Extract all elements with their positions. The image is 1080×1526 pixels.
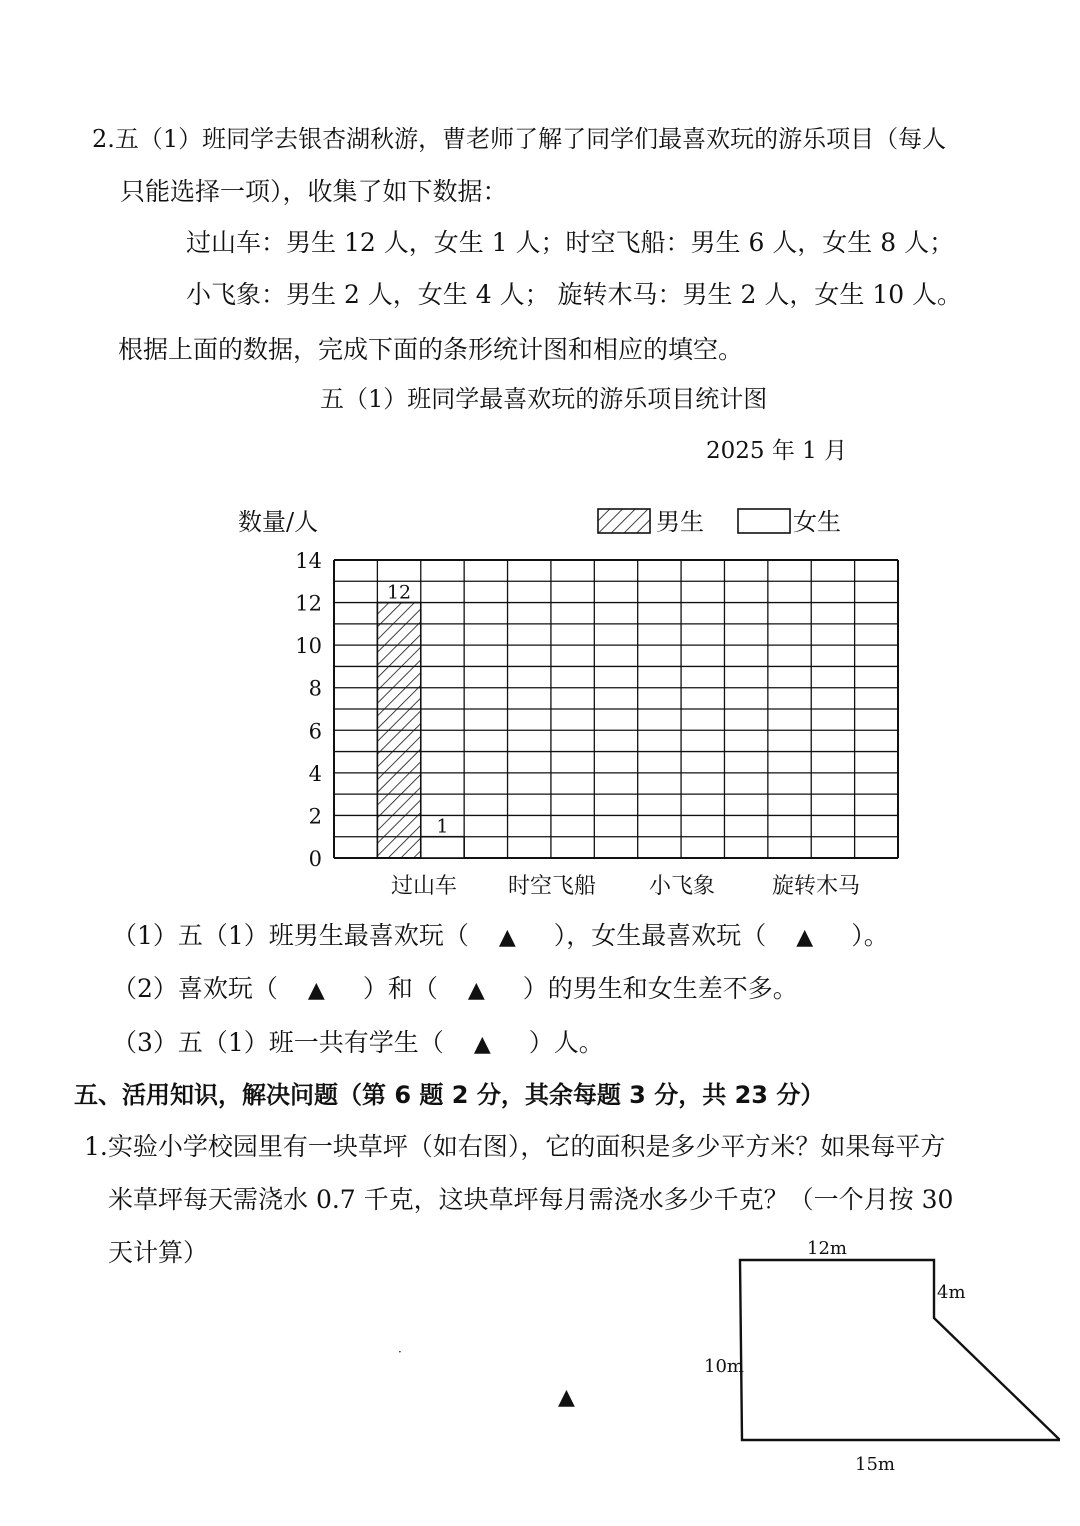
speck: · xyxy=(398,1345,402,1359)
problem-1-line-1: 1.实验小学校园里有一块草坪（如右图），它的面积是多少平方米？如果每平方 xyxy=(84,1132,946,1161)
legend-label-girls: 女生 xyxy=(793,508,841,536)
q2-line-2: 只能选择一项），收集了如下数据： xyxy=(120,177,508,206)
y-tick-label: 0 xyxy=(308,847,322,871)
bar-data-label: 1 xyxy=(436,815,449,838)
bar-data-label: 12 xyxy=(386,581,412,604)
q3-text-a: （3）五（1）班一共有学生（ xyxy=(112,1028,444,1057)
q3-text-b: ）人。 xyxy=(528,1028,604,1057)
legend-swatch-boys xyxy=(598,509,650,533)
bar xyxy=(377,603,420,858)
problem-1-line-3: 天计算） xyxy=(108,1238,209,1267)
x-category-label: 小飞象 xyxy=(648,874,716,899)
q1-text-b: ），女生最喜欢玩（ xyxy=(553,921,767,950)
q2-text-b: ）和（ xyxy=(362,974,438,1003)
blank-question-2 xyxy=(112,973,798,1007)
y-tick-label: 8 xyxy=(308,676,322,701)
blank-question-3 xyxy=(112,1027,604,1061)
q2-text-a: （2）喜欢玩（ xyxy=(112,974,278,1003)
answer-blank-icon[interactable]: ▲ xyxy=(796,925,814,950)
y-tick-label: 2 xyxy=(308,804,322,829)
chart-title: 五（1）班同学最喜欢玩的游乐项目统计图 xyxy=(320,385,768,413)
y-tick-label: 4 xyxy=(308,761,322,786)
x-category-label: 旋转木马 xyxy=(771,874,861,899)
problem-1-line-2: 米草坪每天需浇水 0.7 千克，这块草坪每月需浇水多少千克？（一个月按 30 xyxy=(108,1185,954,1214)
q2-data-line-2: 小飞象：男生 2 人，女生 4 人； 旋转木马：男生 2 人，女生 10 人。 xyxy=(186,280,963,309)
chart-date: 2025 年 1 月 xyxy=(706,438,848,464)
y-tick-label: 12 xyxy=(295,591,322,616)
q1-text-c: ）。 xyxy=(851,921,889,950)
section-5-heading: 五、活用知识，解决问题（第 6 题 2 分，其余每题 3 分，共 23 分） xyxy=(74,1081,825,1109)
q2-text-c: ）的男生和女生差不多。 xyxy=(522,974,798,1003)
blank-question-1 xyxy=(112,920,889,954)
label-right-height: 4m xyxy=(937,1282,966,1303)
answer-blank-icon[interactable]: ▲ xyxy=(498,925,516,950)
answer-area-icon[interactable]: ▲ xyxy=(558,1385,575,1410)
label-left-height: 10m xyxy=(704,1356,744,1377)
y-tick-labels xyxy=(295,549,322,871)
x-category-labels xyxy=(391,874,860,899)
q2-line-1: 2.五（1）班同学去银杏湖秋游，曹老师了解了同学们最喜欢玩的游乐项目（每人 xyxy=(92,125,947,153)
bar-chart xyxy=(0,380,1080,900)
legend-swatch-girls xyxy=(738,509,790,533)
answer-blank-icon[interactable]: ▲ xyxy=(473,1032,491,1057)
chart-bars xyxy=(377,582,464,858)
q2-instruction: 根据上面的数据，完成下面的条形统计图和相应的填空。 xyxy=(118,335,744,364)
label-top-length: 12m xyxy=(807,1238,847,1259)
bar xyxy=(421,837,464,858)
x-category-label: 过山车 xyxy=(390,874,458,899)
y-tick-label: 10 xyxy=(295,634,322,659)
label-bottom-length: 15m xyxy=(855,1454,895,1475)
lawn-shape xyxy=(740,1260,1060,1440)
y-tick-label: 6 xyxy=(308,719,322,744)
answer-blank-icon[interactable]: ▲ xyxy=(307,978,325,1003)
legend-label-boys: 男生 xyxy=(656,508,704,536)
q1-text-a: （1）五（1）班男生最喜欢玩（ xyxy=(112,921,469,950)
y-tick-label: 14 xyxy=(295,549,322,573)
y-axis-label: 数量/人 xyxy=(238,508,319,536)
answer-blank-icon[interactable]: ▲ xyxy=(467,978,485,1003)
x-category-label: 时空飞船 xyxy=(507,874,597,899)
lawn-figure xyxy=(700,1232,1060,1502)
q2-data-line-1: 过山车：男生 12 人，女生 1 人；时空飞船：男生 6 人，女生 8 人； xyxy=(186,228,955,257)
